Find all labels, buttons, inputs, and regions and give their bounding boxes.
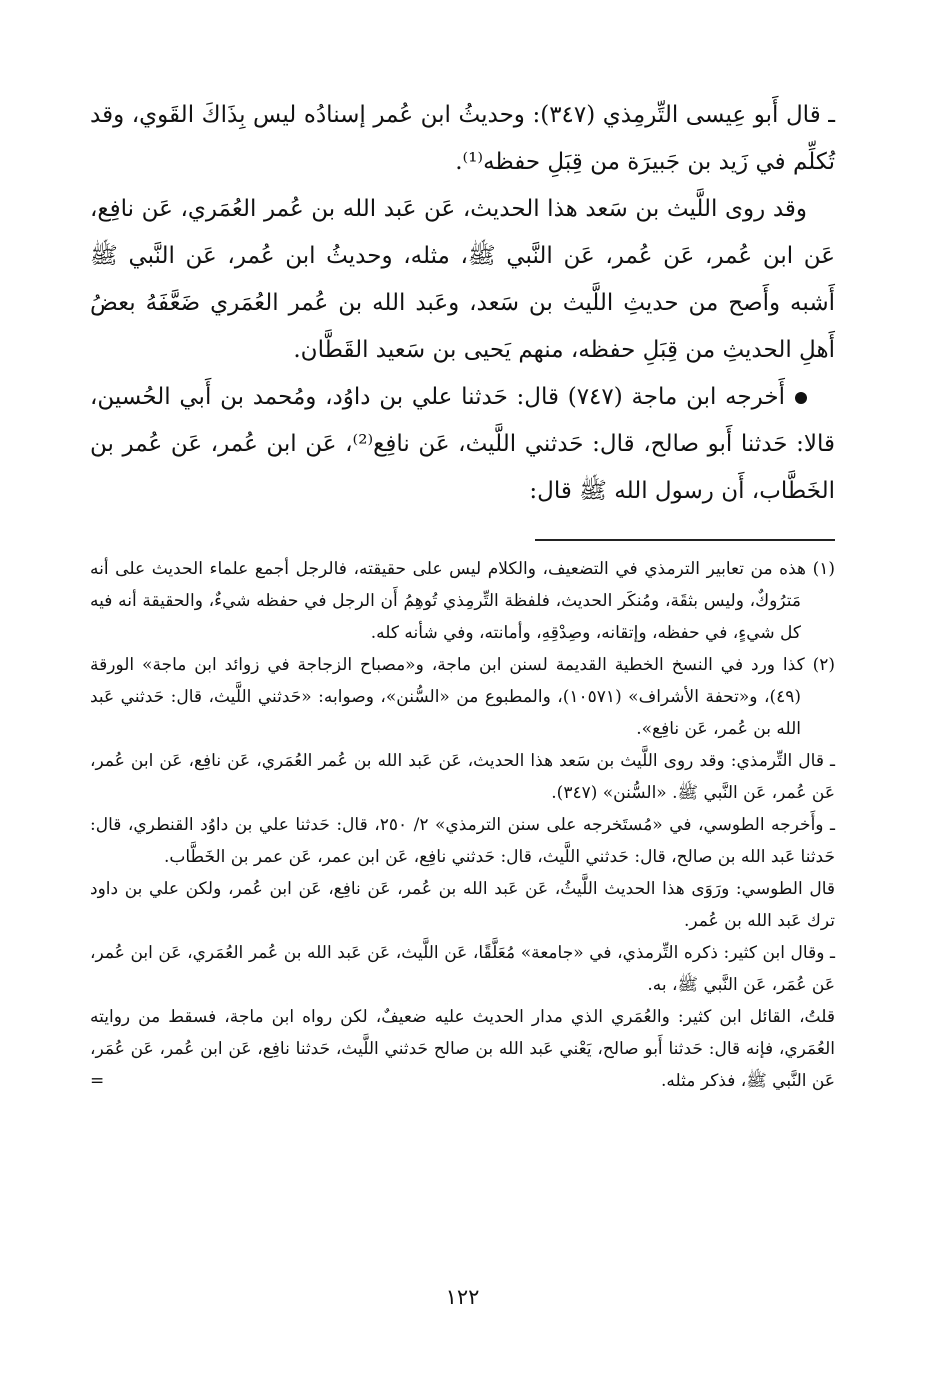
footnote-2-tusi-comment: قال الطوسي: ورَوَى هذا الحديث اللَّيثُ، عَن عَبد الله بن عُمر، عَن نافِع، عَن ابن عُمر، ولكن علي بن داود ترك عَبد الله بن عُمر. [90,879,835,931]
page-number: ١٢٢ [445,1285,480,1309]
bullet-paragraph-text: أَخرجه ابن ماجة (٧٤٧) قال: حَدثنا علي بن داوُد، ومُحمد بن أَبي الحُسين، قالا: حَدثنا أَبو صالح، قال: حَدثني اللَّيث، عَن نافِع⁽²⁾، عَن ابن عُمر، عَن عُمر بن الخَطَّاب، أَن رسول الله ﷺ قال: [90,384,835,504]
footnotes [90,553,835,1097]
footnote-2-ibn-kathir-comment: قلتُ، القائل ابن كثير: والعُمَري الذي مدار الحديث عليه ضعيفٌ، لكن رواه ابن ماجة، فسقط من روايته العُمَري، فإنه قال: حَدثنا أَبو صالح، يَعْني عَبد الله بن صالح حَدثني اللَّيث، حَدثنا نافِع، عَن ابن عُمر، عَن عُمَر، عَن النَّبي ﷺ، فذكر مثله. [90,1007,835,1091]
footnote-2-ibn-kathir: ـ وقال ابن كثير: ذكره التِّرمذي، في «جامعة» مُعَلَّقًا، عَن اللَّيث، عَن عَبد الله بن عُمر العُمَري، عَن ابن عُمر، عَن عُمَر، عَن النَّبي ﷺ، به. [90,943,835,995]
main-paragraph-1: ـ قال أَبو عِيسى التِّرمِذي (٣٤٧): وحديثُ ابن عُمر إسنادُه ليس بِذَاكَ القَوي، وقد تُكلِّم في زَيد بن جَبيرَة من قِبَلِ حفظه⁽¹⁾. [90,102,835,175]
footnote-separator [535,539,835,541]
footnote-1: (١) هذه من تعابير الترمذي في التضعيف، والكلام ليس على حقيقته، فالرجل أجمع علماء الحديث على أنه مَترُوكٌ، وليس بثقَة، ومُنكَر الحديث، فلفظة التِّرمِذي تُوهِمُ أَن الرجل في حفظه شيءٌ، والحقيقة أنه فيه كل شيءٍ، في حفظه، وإتقانه، وصِدْقِهِ، وأمانته، وفي شأنه كله. [90,559,835,643]
book-page [90,92,835,1372]
continuation-mark: = [90,1071,105,1091]
footnote-2-tirmidhi: ـ قال التِّرمذي: وقد روى اللَّيث بن سَعد هذا الحديث، عَن عَبد الله بن عُمر العُمَري، عَن نافِع، عَن ابن عُمر، عَن عُمر، عَن النَّبي ﷺ. «السُّنن» (٣٤٧). [90,751,835,803]
footnote-2-tusi-narration: ـ وأَخرجه الطوسي، في «مُستَخرجه على سنن الترمذي» ٢/ ٢٥٠، قال: حَدثنا علي بن داوُد القنطري، قال: حَدثنا عَبد الله بن صالح، قال: حَدثني اللَّيث، قال: حَدثني نافِع، عَن ابن عمر، عَن عمر بن الخَطَّاب. [90,815,835,867]
bullet-icon [795,392,807,404]
main-paragraph-2: وقد روى اللَّيث بن سَعد هذا الحديث، عَن عَبد الله بن عُمر العُمَري، عَن نافِع، عَن ابن عُمر، عَن عُمر، عَن النَّبي ﷺ، مثله، وحديثُ ابن عُمر، عَن النَّبي ﷺ أَشبه وأَصح من حديثِ اللَّيث بن سَعد، وعَبد الله بن عُمر العُمَري ضَعَّفَهُ بعضُ أَهلِ الحديثِ من قِبَلِ حفظه، منهم يَحيى بن سَعيد القَطَّان. [90,196,835,363]
main-text [90,92,835,515]
footnote-2: (٢) كذا ورد في النسخ الخطية القديمة لسنن ابن ماجة، و«مصباح الزجاجة في زوائد ابن ماجة» الورقة (٤٩)، و«تحفة الأشراف» (١٠٥٧١)، والمطبوع من «السُّنن»، وصوابه: «حَدثني اللَّيث، قال: حَدثني عَبد الله بن عُمر، عَن نافِع». [90,655,835,739]
main-paragraph-bullet [90,374,835,515]
